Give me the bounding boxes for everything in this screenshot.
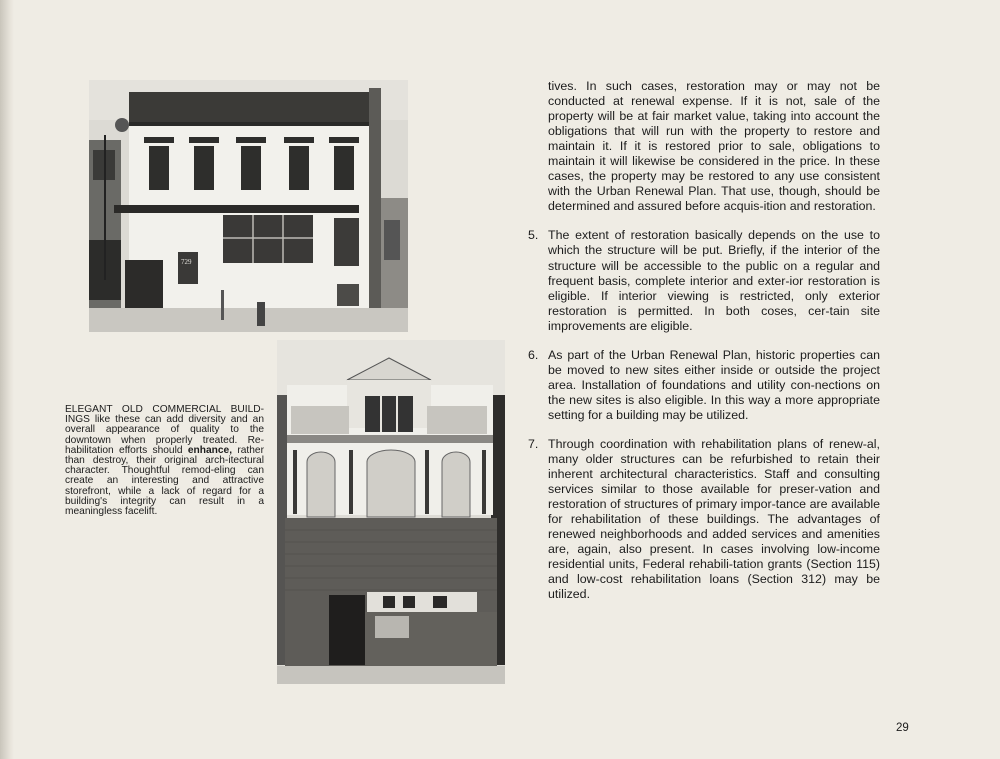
list-item <box>528 437 880 603</box>
photo-commercial-building-top <box>89 80 408 332</box>
caption-lead: ELEGANT OLD COMMERCIAL BUILD-INGS like these can add diversity and an overall appearance of quality to the downtown when properly treated. Re-habilitation efforts should <box>65 404 264 456</box>
caption-emphasis: enhance, <box>187 444 233 456</box>
photo-caption <box>65 405 264 517</box>
list-item-text: Through coordination with rehabilitation plans of renew-al, many older structures can be refurbished to retain their inherent architectural characteristics. Staff and consulting services similar to those available for preser-vation and restoration of structures of primary impor-tance are available for rehabilitation of these buildings. The advantages of renewed neighborhoods and added services and amenities are, again, also present. In cases involving low-income residential units, Federal rehabili-tation grants (Section 115) and low-cost rehabilitation loans (Section 312) may be utilized. <box>548 436 880 602</box>
list-item-number: 6. <box>528 347 539 362</box>
continued-paragraph: tives. In such cases, restoration may or may not be conducted at renewal expense. If it is not, sale of the property will be at fair market value, taking into account the obligations that will run with the property to restore and maintain it. If it is restored prior to sale, obligations to maintain it will likewise be considered in the price. In these cases, the property may be restored to any use consistent with the Urban Renewal Plan. That use, though, should be determined and assured before acquis-ition and restoration. <box>548 79 880 214</box>
list-item-number: 5. <box>528 228 539 243</box>
body-text-column <box>528 79 880 617</box>
building-address-sign: 729 <box>181 258 192 266</box>
list-item <box>528 348 880 423</box>
list-item <box>528 228 880 333</box>
page-binding-edge <box>0 0 14 759</box>
photo-commercial-building-bottom <box>277 340 505 684</box>
list-item-number: 7. <box>528 436 539 451</box>
page-number: 29 <box>896 722 909 734</box>
list-item-text: As part of the Urban Renewal Plan, historic properties can be moved to new sites either inside or outside the project area. Installation of foundations and utility con-nections on the new sites is also eligible. In this way a more appropriate setting for a building may be utilized. <box>548 347 880 422</box>
caption-rest: rather than destroy, their original arch-itectural character. Thoughtful remod-eling can create an interesting and attractive storefront, while a lack of regard for a building's integrity can result in a meaningless facelift. <box>65 444 264 518</box>
list-item-text: The extent of restoration basically depends on the use to which the structure will be put. Briefly, if the interior of the structure will be accessible to the public on a regular and frequent basis, complete interior and exter-ior restoration is eligible. If interior viewing is restricted, only exterior restoration is permitted. In both coses, cer-tain site improvements are eligible. <box>548 228 880 333</box>
